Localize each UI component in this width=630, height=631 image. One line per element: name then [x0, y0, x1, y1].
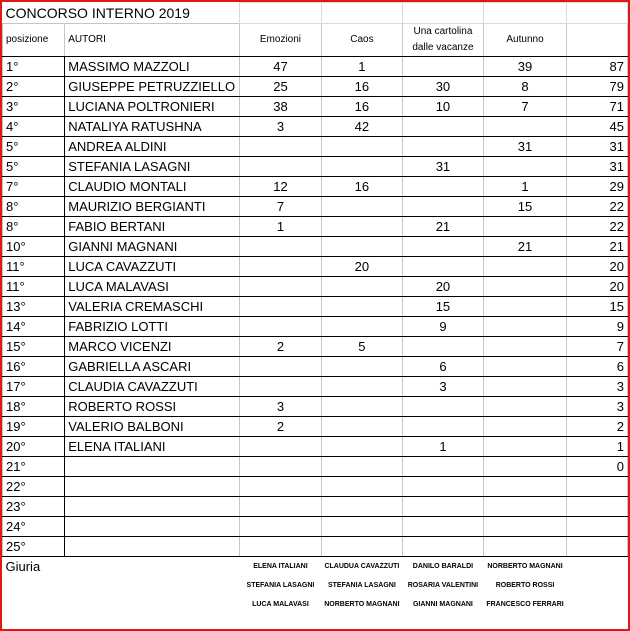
- author-cell: GABRIELLA ASCARI: [65, 357, 240, 377]
- jury-member: ROSARIA VALENTINI: [407, 581, 479, 589]
- jury-row: [3, 557, 628, 577]
- author-cell: LUCA CAVAZZUTI: [65, 257, 240, 277]
- score-cell: [403, 457, 484, 477]
- score-cell: 16: [321, 77, 402, 97]
- score-cell: [483, 277, 566, 297]
- score-cell: [403, 337, 484, 357]
- author-cell: ROBERTO ROSSI: [65, 397, 240, 417]
- score-cell: [403, 177, 484, 197]
- jury-spacer: [567, 576, 628, 595]
- total-cell: 7: [567, 337, 628, 357]
- score-cell: [240, 357, 322, 377]
- jury-member: FRANCESCO FERRARI: [486, 600, 564, 608]
- jury-member: STEFANIA LASAGNI: [327, 581, 396, 589]
- score-cell: [483, 377, 566, 397]
- score-cell: 5: [321, 337, 402, 357]
- jury-member: NORBERTO MAGNANI: [483, 557, 566, 577]
- score-cell: [240, 297, 322, 317]
- author-cell: [65, 497, 240, 517]
- position-cell: 13°: [3, 297, 65, 317]
- position-cell: 20°: [3, 437, 65, 457]
- author-cell: CLAUDIO MONTALI: [65, 177, 240, 197]
- score-cell: 7: [240, 197, 322, 217]
- score-cell: 42: [321, 117, 402, 137]
- score-cell: [483, 437, 566, 457]
- score-cell: [240, 237, 322, 257]
- score-cell: 31: [403, 157, 484, 177]
- score-cell: 7: [483, 97, 566, 117]
- score-cell: [240, 277, 322, 297]
- score-cell: 38: [240, 97, 322, 117]
- table-row: [3, 257, 628, 277]
- header-cartolina: Una cartolina dalle vacanze: [403, 24, 484, 57]
- total-cell: 29: [567, 177, 628, 197]
- total-cell: 2: [567, 417, 628, 437]
- author-cell: NATALIYA RATUSHNA: [65, 117, 240, 137]
- author-cell: GIUSEPPE PETRUZZIELLO: [65, 77, 240, 97]
- total-cell: [567, 497, 628, 517]
- author-cell: STEFANIA LASAGNI: [65, 157, 240, 177]
- jury-member: DANILO BARALDI: [403, 557, 484, 577]
- score-cell: [240, 157, 322, 177]
- jury-member: ROBERTO ROSSI: [495, 581, 555, 589]
- position-cell: 2°: [3, 77, 65, 97]
- table-row: [3, 117, 628, 137]
- score-cell: [483, 337, 566, 357]
- score-cell: 31: [483, 137, 566, 157]
- jury-member: NORBERTO MAGNANI: [324, 600, 400, 608]
- jury-spacer: [567, 595, 628, 614]
- score-cell: [321, 317, 402, 337]
- header-row: [3, 24, 628, 57]
- total-cell: [567, 537, 628, 557]
- score-cell: [321, 137, 402, 157]
- table-row: [3, 337, 628, 357]
- score-cell: [240, 377, 322, 397]
- total-cell: 31: [567, 137, 628, 157]
- header-position: posizione: [3, 24, 65, 57]
- score-cell: 1: [240, 217, 322, 237]
- score-cell: [240, 457, 322, 477]
- score-cell: 1: [483, 177, 566, 197]
- score-cell: [321, 477, 402, 497]
- score-cell: [321, 437, 402, 457]
- table-row: [3, 477, 628, 497]
- author-cell: MAURIZIO BERGIANTI: [65, 197, 240, 217]
- total-cell: 79: [567, 77, 628, 97]
- author-cell: VALERIA CREMASCHI: [65, 297, 240, 317]
- table-row: [3, 217, 628, 237]
- score-cell: 2: [240, 337, 322, 357]
- total-cell: 3: [567, 377, 628, 397]
- jury-spacer: [567, 557, 628, 577]
- score-cell: [321, 377, 402, 397]
- jury-spacer: [65, 557, 240, 577]
- table-row: [3, 237, 628, 257]
- jury-member: LUCA MALAVASI: [252, 600, 309, 608]
- score-cell: [321, 197, 402, 217]
- table-row: [3, 377, 628, 397]
- position-cell: 5°: [3, 157, 65, 177]
- score-cell: 3: [240, 397, 322, 417]
- score-cell: [483, 357, 566, 377]
- author-cell: FABIO BERTANI: [65, 217, 240, 237]
- jury-label: Giuria: [3, 557, 65, 577]
- score-cell: [240, 477, 322, 497]
- position-cell: 7°: [3, 177, 65, 197]
- table-row: [3, 137, 628, 157]
- table-row: [3, 57, 628, 77]
- author-cell: [65, 537, 240, 557]
- table-row: [3, 497, 628, 517]
- score-cell: 15: [403, 297, 484, 317]
- table-row: [3, 157, 628, 177]
- score-cell: [403, 537, 484, 557]
- score-cell: [483, 397, 566, 417]
- position-cell: 14°: [3, 317, 65, 337]
- score-cell: [240, 137, 322, 157]
- score-cell: [321, 157, 402, 177]
- score-cell: 20: [403, 277, 484, 297]
- total-cell: 15: [567, 297, 628, 317]
- score-cell: [321, 237, 402, 257]
- position-cell: 18°: [3, 397, 65, 417]
- score-cell: 1: [403, 437, 484, 457]
- author-cell: [65, 477, 240, 497]
- score-cell: [403, 257, 484, 277]
- author-cell: LUCIANA POLTRONIERI: [65, 97, 240, 117]
- header-emozioni: Emozioni: [240, 24, 322, 57]
- table-row: [3, 537, 628, 557]
- score-cell: 12: [240, 177, 322, 197]
- author-cell: MASSIMO MAZZOLI: [65, 57, 240, 77]
- score-cell: 3: [240, 117, 322, 137]
- score-cell: [321, 357, 402, 377]
- header-caos: Caos: [321, 24, 402, 57]
- score-cell: 39: [483, 57, 566, 77]
- score-cell: [403, 237, 484, 257]
- score-cell: [321, 457, 402, 477]
- score-cell: 20: [321, 257, 402, 277]
- table-row: [3, 357, 628, 377]
- position-cell: 11°: [3, 277, 65, 297]
- score-cell: [483, 317, 566, 337]
- score-cell: [483, 417, 566, 437]
- position-cell: 17°: [3, 377, 65, 397]
- author-cell: ELENA ITALIANI: [65, 437, 240, 457]
- score-cell: 47: [240, 57, 322, 77]
- position-cell: 11°: [3, 257, 65, 277]
- author-cell: [65, 457, 240, 477]
- score-cell: [321, 417, 402, 437]
- score-cell: 6: [403, 357, 484, 377]
- score-cell: [483, 477, 566, 497]
- table-row: [3, 397, 628, 417]
- jury-row: [3, 595, 628, 614]
- total-cell: 87: [567, 57, 628, 77]
- jury-row: [3, 576, 628, 595]
- results-table: [2, 2, 628, 614]
- table-row: [3, 97, 628, 117]
- table-row: [3, 297, 628, 317]
- score-cell: 10: [403, 97, 484, 117]
- score-cell: [321, 277, 402, 297]
- total-cell: 71: [567, 97, 628, 117]
- position-cell: 24°: [3, 517, 65, 537]
- author-cell: FABRIZIO LOTTI: [65, 317, 240, 337]
- jury-member: ELENA ITALIANI: [240, 557, 322, 577]
- score-cell: [403, 57, 484, 77]
- author-cell: LUCA MALAVASI: [65, 277, 240, 297]
- score-cell: [321, 217, 402, 237]
- score-cell: [483, 257, 566, 277]
- position-cell: 10°: [3, 237, 65, 257]
- total-cell: 1: [567, 437, 628, 457]
- total-cell: 3: [567, 397, 628, 417]
- score-cell: [403, 477, 484, 497]
- total-cell: 0: [567, 457, 628, 477]
- table-row: [3, 317, 628, 337]
- total-cell: 22: [567, 217, 628, 237]
- score-cell: [240, 257, 322, 277]
- score-cell: [483, 297, 566, 317]
- score-cell: [240, 537, 322, 557]
- score-cell: [240, 517, 322, 537]
- score-cell: 3: [403, 377, 484, 397]
- score-cell: [321, 497, 402, 517]
- position-cell: 8°: [3, 217, 65, 237]
- score-cell: 16: [321, 97, 402, 117]
- table-row: [3, 437, 628, 457]
- jury-member: CLAUDUA CAVAZZUTI: [321, 557, 402, 577]
- position-cell: 5°: [3, 137, 65, 157]
- total-cell: 45: [567, 117, 628, 137]
- score-cell: [483, 217, 566, 237]
- position-cell: 16°: [3, 357, 65, 377]
- position-cell: 21°: [3, 457, 65, 477]
- author-cell: ANDREA ALDINI: [65, 137, 240, 157]
- score-cell: [240, 317, 322, 337]
- position-cell: 25°: [3, 537, 65, 557]
- table-row: [3, 417, 628, 437]
- score-cell: 21: [483, 237, 566, 257]
- author-cell: GIANNI MAGNANI: [65, 237, 240, 257]
- score-cell: [483, 157, 566, 177]
- score-cell: 25: [240, 77, 322, 97]
- score-cell: [483, 537, 566, 557]
- score-cell: [403, 497, 484, 517]
- score-cell: [403, 517, 484, 537]
- total-cell: [567, 477, 628, 497]
- score-cell: 2: [240, 417, 322, 437]
- score-cell: [483, 517, 566, 537]
- score-cell: [403, 197, 484, 217]
- total-cell: 31: [567, 157, 628, 177]
- table-row: [3, 77, 628, 97]
- position-cell: 1°: [3, 57, 65, 77]
- total-cell: 21: [567, 237, 628, 257]
- score-cell: [321, 297, 402, 317]
- score-cell: 15: [483, 197, 566, 217]
- position-cell: 23°: [3, 497, 65, 517]
- position-cell: 4°: [3, 117, 65, 137]
- score-cell: [321, 397, 402, 417]
- score-cell: 9: [403, 317, 484, 337]
- score-cell: [240, 437, 322, 457]
- jury-spacer: [65, 595, 240, 614]
- table-row: [3, 457, 628, 477]
- total-cell: 22: [567, 197, 628, 217]
- author-cell: MARCO VICENZI: [65, 337, 240, 357]
- sheet-title: CONCORSO INTERNO 2019: [5, 4, 190, 21]
- score-cell: 16: [321, 177, 402, 197]
- position-cell: 19°: [3, 417, 65, 437]
- author-cell: CLAUDIA CAVAZZUTI: [65, 377, 240, 397]
- author-cell: [65, 517, 240, 537]
- jury-member: GIANNI MAGNANI: [412, 600, 473, 608]
- score-cell: [403, 397, 484, 417]
- header-total: [567, 24, 628, 57]
- score-cell: 30: [403, 77, 484, 97]
- score-cell: [321, 517, 402, 537]
- jury-label-empty: [3, 595, 65, 614]
- position-cell: 22°: [3, 477, 65, 497]
- score-cell: [483, 457, 566, 477]
- position-cell: 3°: [3, 97, 65, 117]
- table-row: [3, 277, 628, 297]
- author-cell: VALERIO BALBONI: [65, 417, 240, 437]
- score-cell: [240, 497, 322, 517]
- header-authors: AUTORI: [65, 24, 240, 57]
- table-row: [3, 517, 628, 537]
- position-cell: 8°: [3, 197, 65, 217]
- total-cell: [567, 517, 628, 537]
- score-cell: [403, 137, 484, 157]
- table-row: [3, 197, 628, 217]
- score-cell: [483, 117, 566, 137]
- score-cell: 1: [321, 57, 402, 77]
- score-cell: [403, 117, 484, 137]
- score-cell: 21: [403, 217, 484, 237]
- title-row: [3, 3, 628, 24]
- total-cell: 9: [567, 317, 628, 337]
- total-cell: 6: [567, 357, 628, 377]
- total-cell: 20: [567, 277, 628, 297]
- jury-spacer: [65, 576, 240, 595]
- position-cell: 15°: [3, 337, 65, 357]
- score-cell: [483, 497, 566, 517]
- header-autunno: Autunno: [483, 24, 566, 57]
- score-cell: [403, 417, 484, 437]
- score-cell: [321, 537, 402, 557]
- jury-member: STEFANIA LASAGNI: [246, 581, 315, 589]
- table-row: [3, 177, 628, 197]
- score-cell: 8: [483, 77, 566, 97]
- total-cell: 20: [567, 257, 628, 277]
- jury-label-empty: [3, 576, 65, 595]
